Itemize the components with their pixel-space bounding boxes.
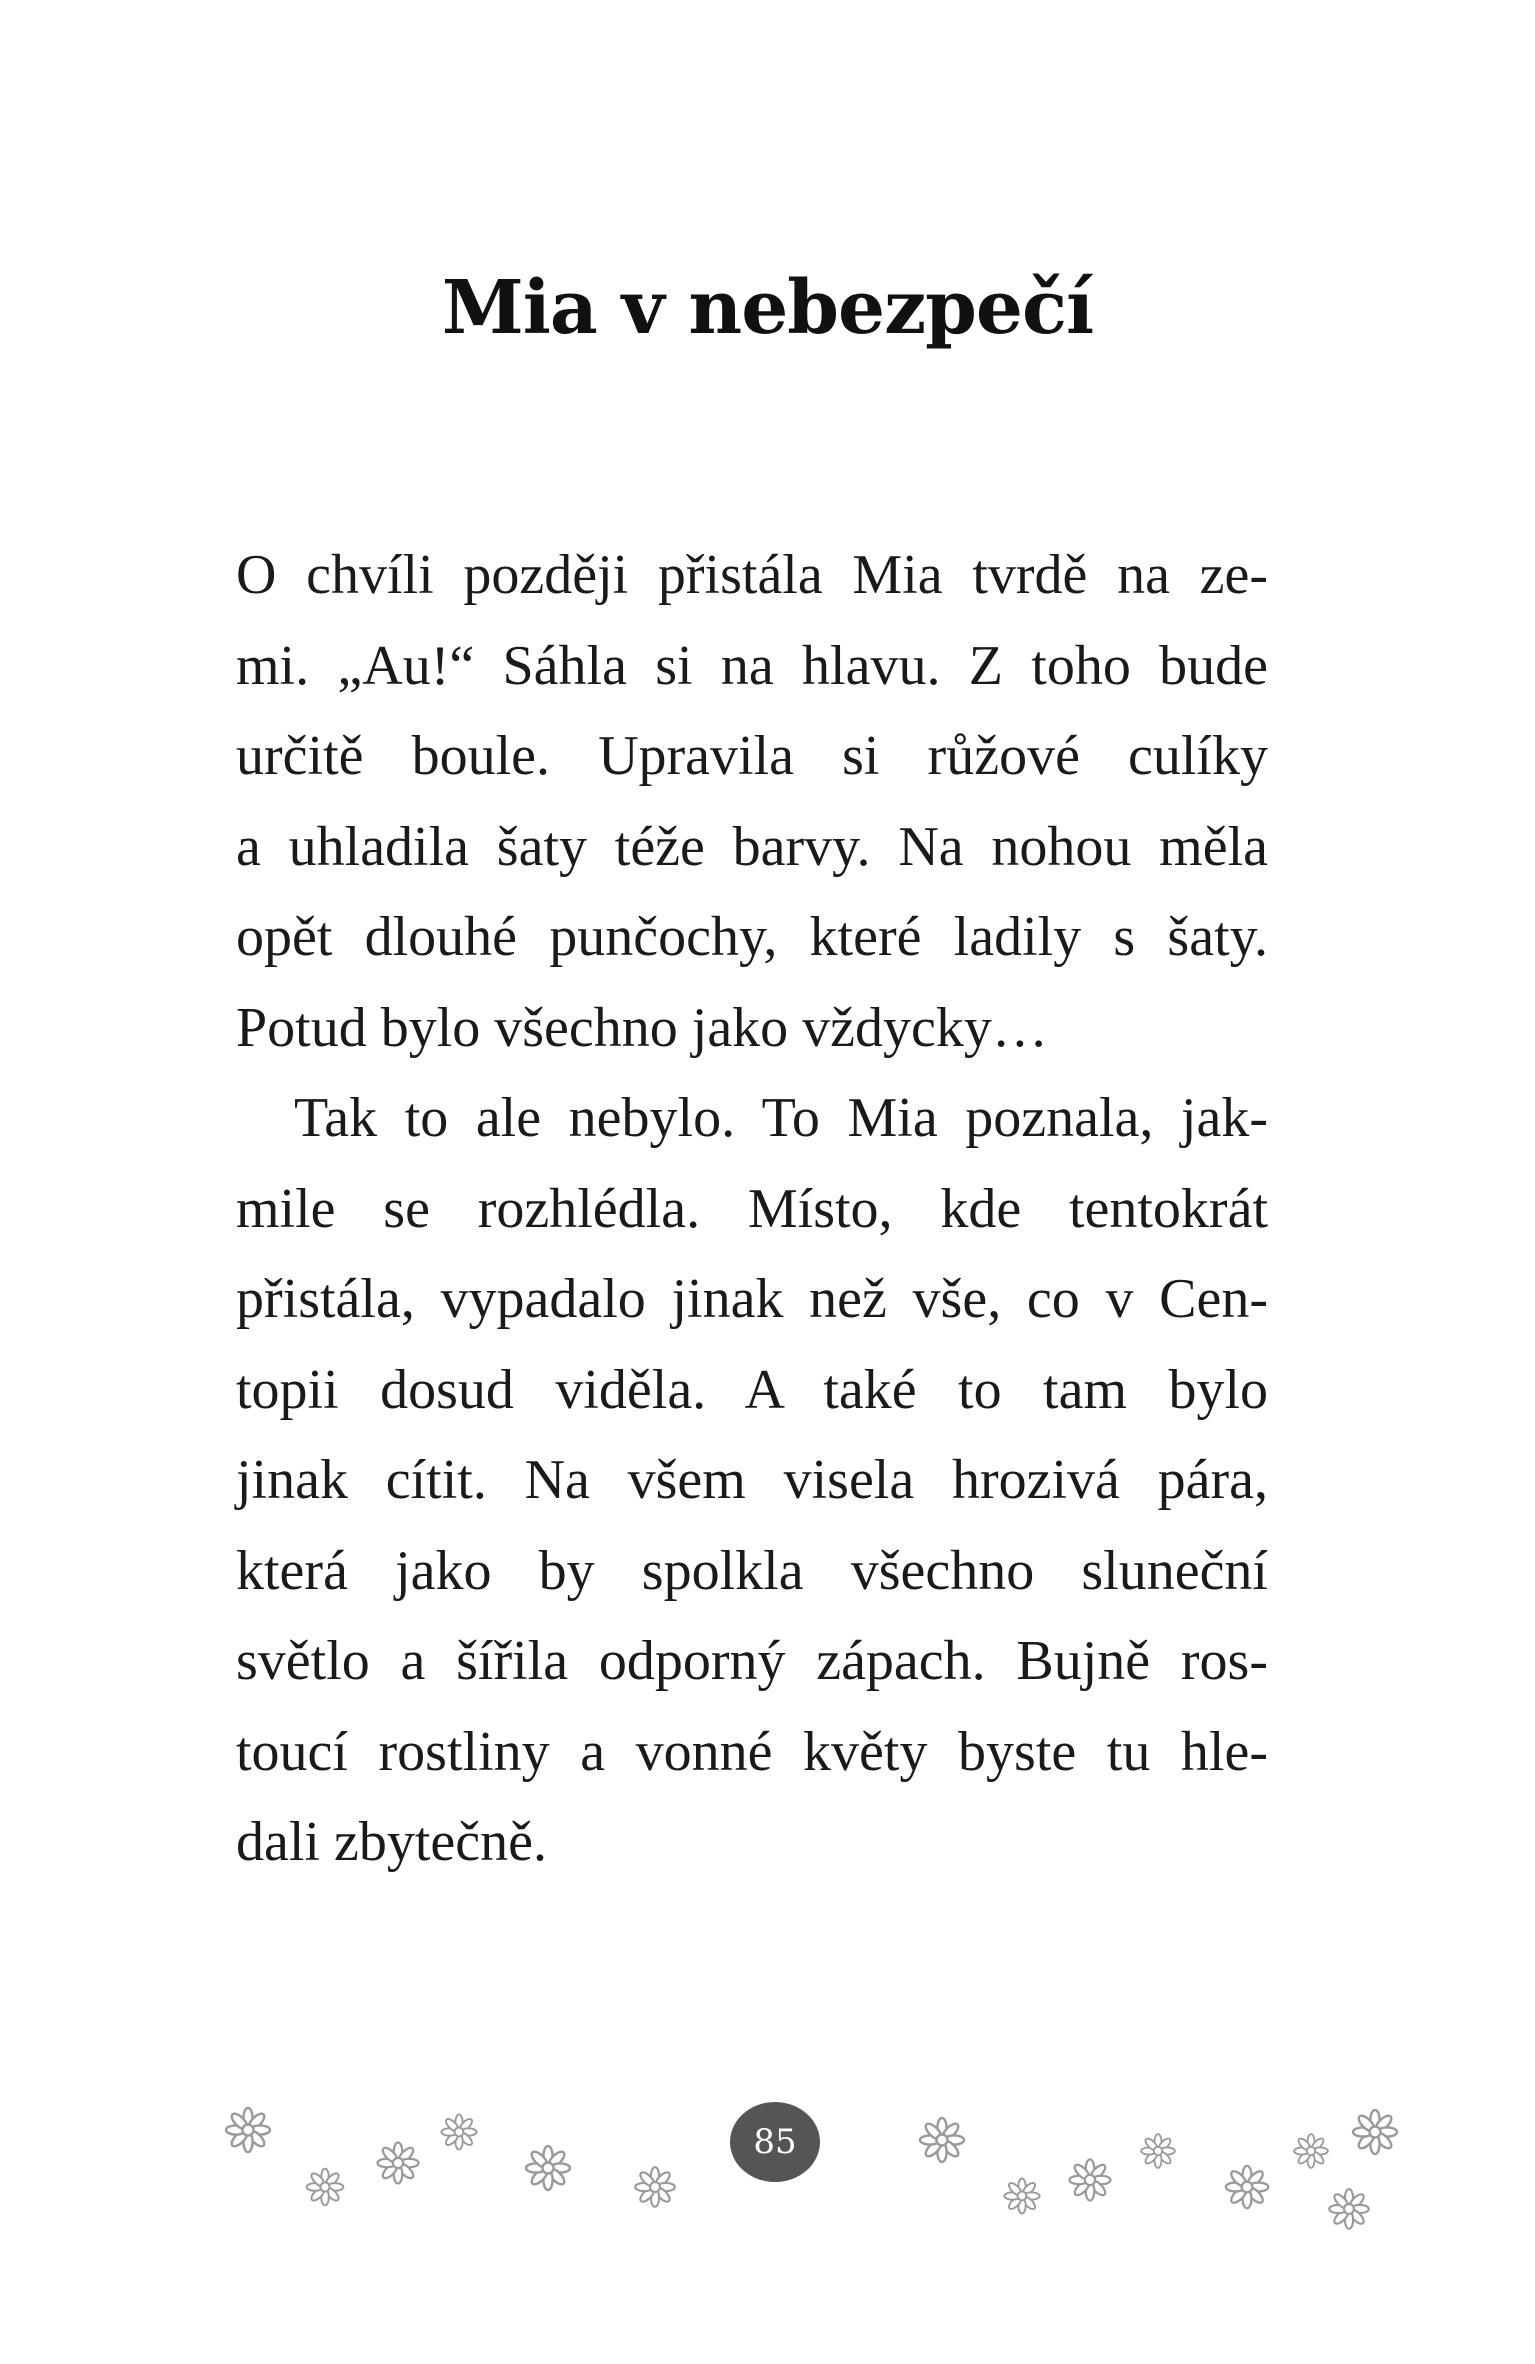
text-line: O chvíli později přistála Mia tvrdě na ze- (236, 544, 1268, 606)
page-footer (0, 2080, 1535, 2280)
daisy-icon (518, 2138, 578, 2198)
text-line: toucí rostliny a vonné květy byste tu hle- (236, 1720, 1268, 1783)
daisy-icon (1062, 2152, 1118, 2208)
text-line: která jako by spolkla všechno sluneční (236, 1539, 1268, 1602)
text-line: opět dlouhé punčochy, které ladily s šaty. (236, 906, 1268, 968)
text-line: světlo a šířila odporný zápach. Bujně ros- (236, 1630, 1268, 1692)
text-line: mile se rozhlédla. Místo, kde tentokrát (236, 1177, 1268, 1240)
paragraph-1 (236, 530, 1268, 1073)
text-line: Tak to ale nebylo. To Mia poznala, jak- (294, 1087, 1268, 1149)
text-line: přistála, vypadalo jinak než vše, co v Cen- (236, 1268, 1268, 1330)
daisy-icon (628, 2160, 682, 2214)
daisy-icon (998, 2172, 1046, 2220)
daisy-icon (218, 2100, 278, 2160)
text-line: mi. „Au!“ Sáhla si na hlavu. Z toho bude (236, 634, 1268, 697)
daisy-icon (370, 2135, 426, 2191)
text-line: jinak cítit. Na všem visela hrozivá pára, (236, 1449, 1268, 1511)
text-line: topii dosud viděla. A také to tam bylo (236, 1358, 1268, 1421)
daisy-icon (1322, 2182, 1376, 2236)
daisy-icon (1135, 2128, 1181, 2174)
daisy-icon (435, 2108, 483, 2156)
daisy-icon (912, 2110, 972, 2170)
daisy-icon (300, 2162, 350, 2212)
page-number: 85 (730, 2102, 820, 2182)
text-line: a uhladila šaty téže barvy. Na nohou měla (236, 815, 1268, 878)
body-text (236, 530, 1268, 1888)
paragraph-2 (236, 1073, 1268, 1888)
daisy-icon (1288, 2128, 1334, 2174)
daisy-icon (1345, 2102, 1405, 2162)
text-line: dali zbytečně. (236, 1811, 547, 1873)
text-line: určitě boule. Upravila si růžové culíky (236, 725, 1268, 787)
text-line: Potud bylo všechno jako vždycky… (236, 996, 1048, 1059)
daisy-icon (1218, 2158, 1276, 2216)
chapter-title: Mia v nebezpečí (441, 265, 1094, 351)
